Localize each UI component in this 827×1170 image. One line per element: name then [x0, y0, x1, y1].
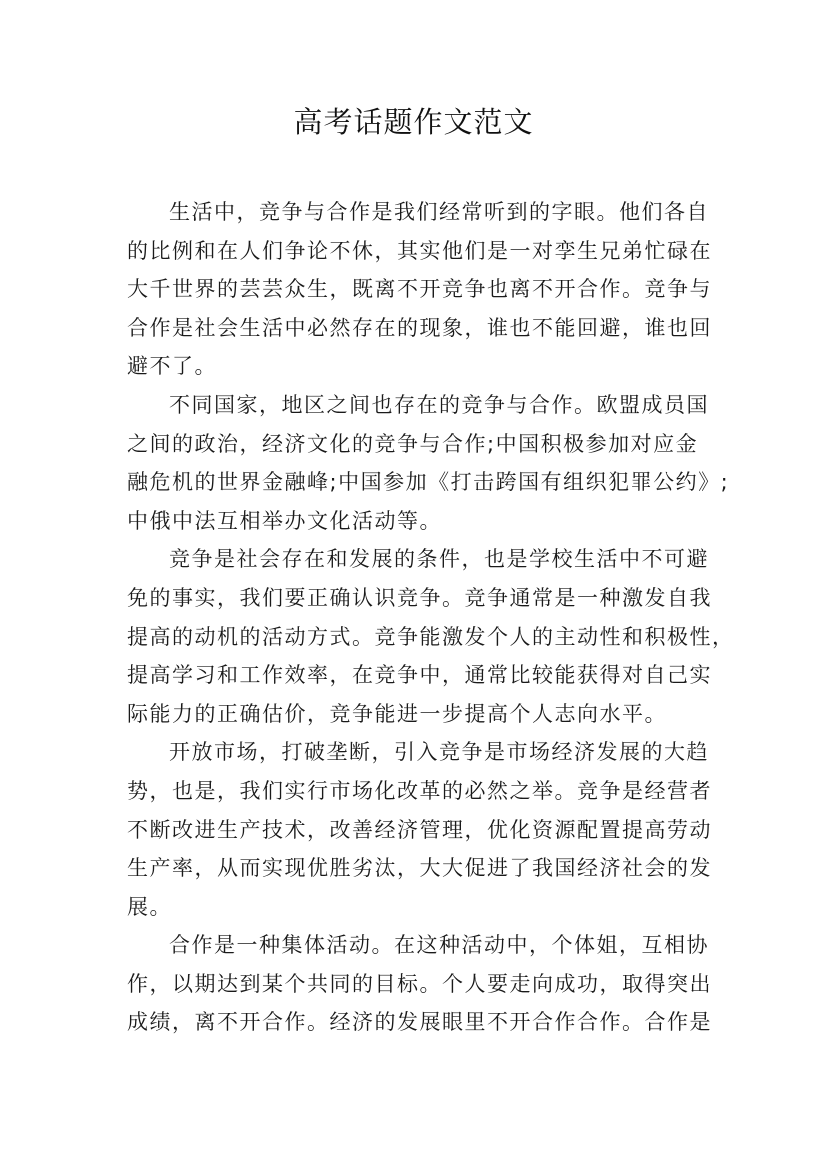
- page-title: 高考话题作文范文: [293, 105, 534, 139]
- paragraph-line: 竞争是社会存在和发展的条件，也是学校生活中不可避: [169, 547, 709, 572]
- paragraph-line: 生产率，从而实现优胜劣汰，大大促进了我国经济社会的发: [127, 856, 712, 881]
- paragraph-line: 不同国家，地区之间也存在的竞争与合作。欧盟成员国: [169, 392, 709, 417]
- paragraph-line: 合作是社会生活中必然存在的现象，谁也不能回避，谁也回: [127, 315, 712, 340]
- paragraph-line: 合作是一种集体活动。在这种活动中，个体姐，互相协: [169, 933, 709, 958]
- paragraph-1: [127, 193, 712, 386]
- paragraph-line: 的比例和在人们争论不休，其实他们是一对孪生兄弟忙碌在: [127, 238, 712, 263]
- paragraph-3: [127, 540, 735, 733]
- paragraph-line: 避不了。: [127, 354, 217, 379]
- paragraph-line: 际能力的正确估价，竞争能进一步提高个人志向水平。: [127, 701, 667, 726]
- paragraph-line: 之间的政治，经济文化的竞争与合作;中国积极参加对应金: [127, 431, 699, 456]
- paragraph-line: 融危机的世界金融峰;中国参加《打击跨国有组织犯罪公约》;: [127, 470, 730, 495]
- paragraph-5: [127, 926, 712, 1042]
- paragraph-line: 势，也是，我们实行市场化改革的必然之举。竞争是经营者: [127, 778, 712, 803]
- paragraph-line: 开放市场，打破垄断，引入竞争是市场经济发展的大趋: [169, 740, 709, 765]
- essay-body: [127, 193, 735, 1042]
- paragraph-line: 生活中，竞争与合作是我们经常听到的字眼。他们各自: [169, 200, 709, 224]
- paragraph-2: [127, 386, 730, 540]
- paragraph-line: 展。: [127, 894, 172, 919]
- paragraph-line: 免的事实，我们要正确认识竞争。竞争通常是一种激发自我: [127, 585, 712, 610]
- paragraph-4: [127, 733, 712, 926]
- paragraph-line: 提高学习和工作效率，在竞争中，通常比较能获得对自己实: [127, 663, 712, 688]
- paragraph-line: 不断改进生产技术，改善经济管理，优化资源配置提高劳动: [127, 817, 712, 842]
- paragraph-line: 中俄中法互相举办文化活动等。: [127, 508, 442, 533]
- paragraph-line: 成绩，离不开合作。经济的发展眼里不开合作合作。合作是: [127, 1010, 712, 1035]
- paragraph-line: 提高的动机的活动方式。竞争能激发个人的主动性和积极性，: [127, 624, 735, 649]
- paragraph-line: 作，以期达到某个共同的目标。个人要走向成功，取得突出: [127, 971, 712, 996]
- paragraph-line: 大千世界的芸芸众生，既离不开竞争也离不开合作。竞争与: [127, 277, 712, 302]
